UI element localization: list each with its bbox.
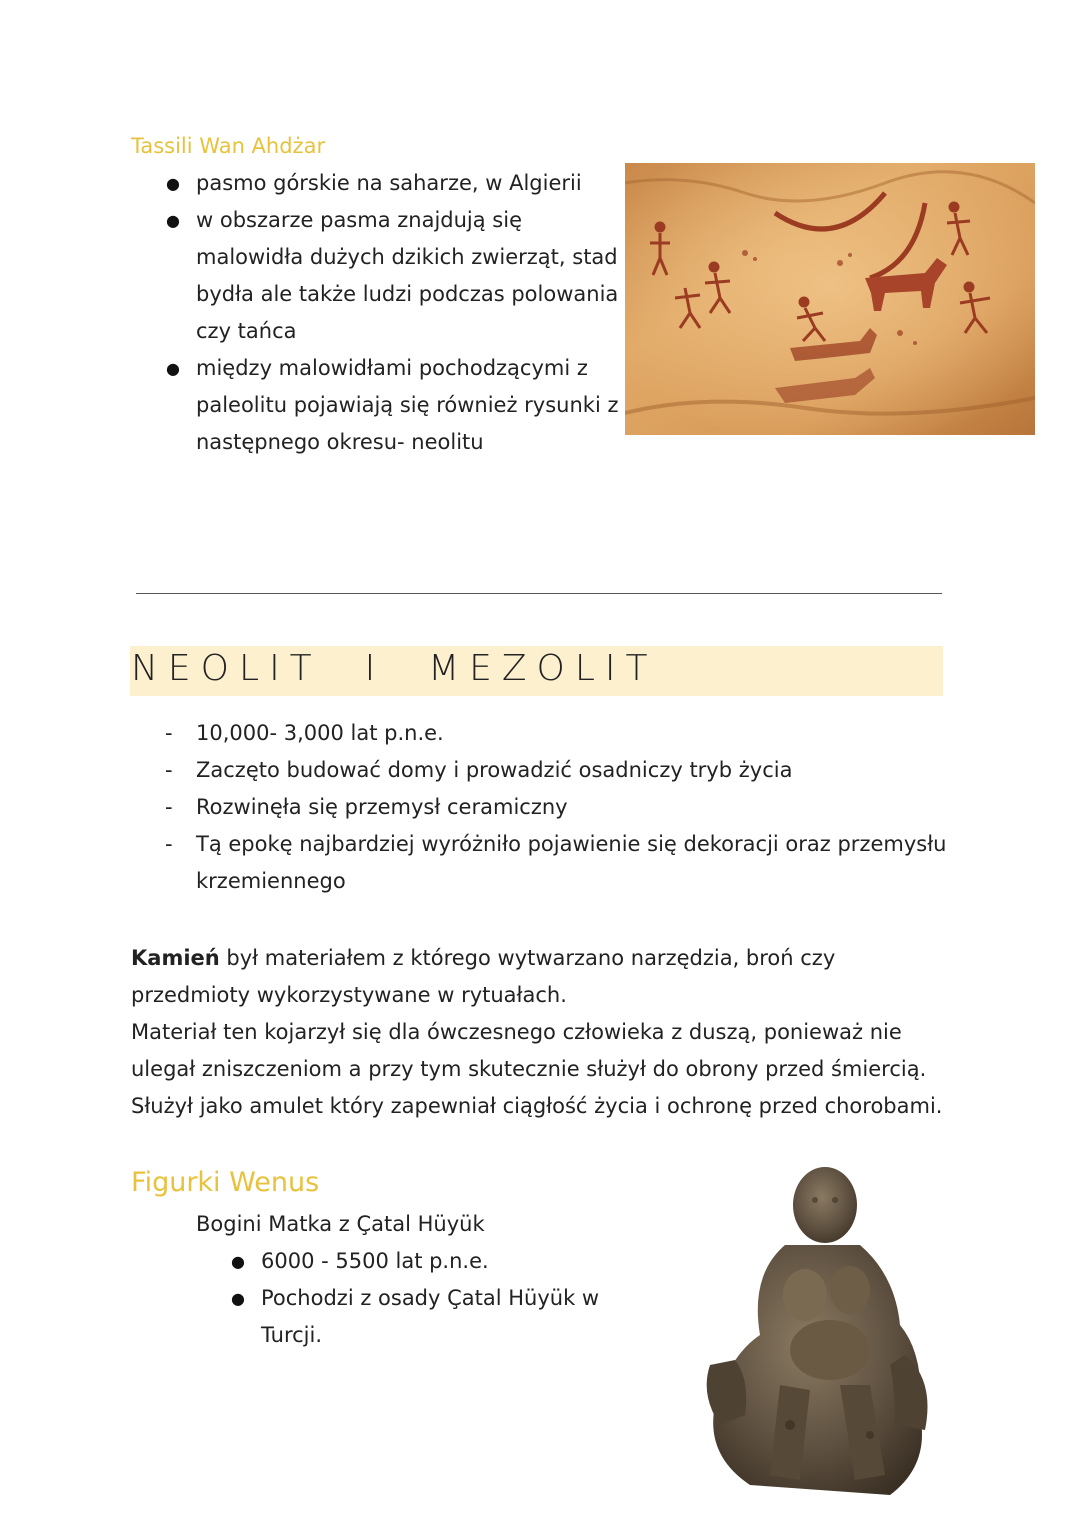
section-title-neolit-mezolit: NEOLIT I MEZOLIT: [131, 648, 658, 689]
stone-paragraph: [131, 940, 956, 1125]
list-item: ● Pochodzi z osady Çatal Hüyük w Turcji.: [196, 1280, 626, 1354]
section-heading-tassili: Tassili Wan Ahdżar: [131, 134, 326, 158]
tassili-bullet-list: [131, 165, 621, 461]
bold-term-stone: Kamień: [131, 946, 220, 970]
venus-statue-image: [690, 1165, 940, 1505]
list-item: - 10,000- 3,000 lat p.n.e.: [131, 715, 951, 752]
list-item: ● 6000 - 5500 lat p.n.e.: [196, 1243, 626, 1280]
list-item: ● między malowidłami pochodzącymi z paleolitu pojawiają się również rysunki z następnego okresu- neolitu: [131, 350, 621, 461]
list-item: ● w obszarze pasma znajdują się malowidła dużych dzikich zwierząt, stad bydła ale także ludzi podczas polowania czy tańca: [131, 202, 621, 350]
stone-text-2: Materiał ten kojarzył się dla ówczesnego człowieka z duszą, ponieważ nie ulegał zniszczeniom a przy tym skutecznie służył do obrony przed śmiercią.: [131, 1020, 927, 1081]
venus-bullet-list: [196, 1243, 626, 1354]
stone-text: był materiałem z którego wytwarzano narzędzia, broń czy przedmioty wykorzystywane w rytuałach.: [131, 946, 836, 1007]
list-item: - Rozwinęła się przemysł ceramiczny: [131, 789, 951, 826]
neolit-dash-list: [131, 715, 951, 900]
list-item: - Zaczęto budować domy i prowadzić osadniczy tryb życia: [131, 752, 951, 789]
list-item: - Tą epokę najbardziej wyróżniło pojawienie się dekoracji oraz przemysłu krzemiennego: [131, 826, 951, 900]
section-heading-venus: Figurki Wenus: [131, 1167, 320, 1198]
rock-painting-image: [625, 163, 1035, 435]
list-item: ● pasmo górskie na saharze, w Algierii: [131, 165, 621, 202]
goddess-subheading: Bogini Matka z Çatal Hüyük: [196, 1212, 485, 1236]
horizontal-divider: [136, 593, 942, 594]
stone-text-3: Służył jako amulet który zapewniał ciągłość życia i ochronę przed chorobami.: [131, 1094, 943, 1118]
